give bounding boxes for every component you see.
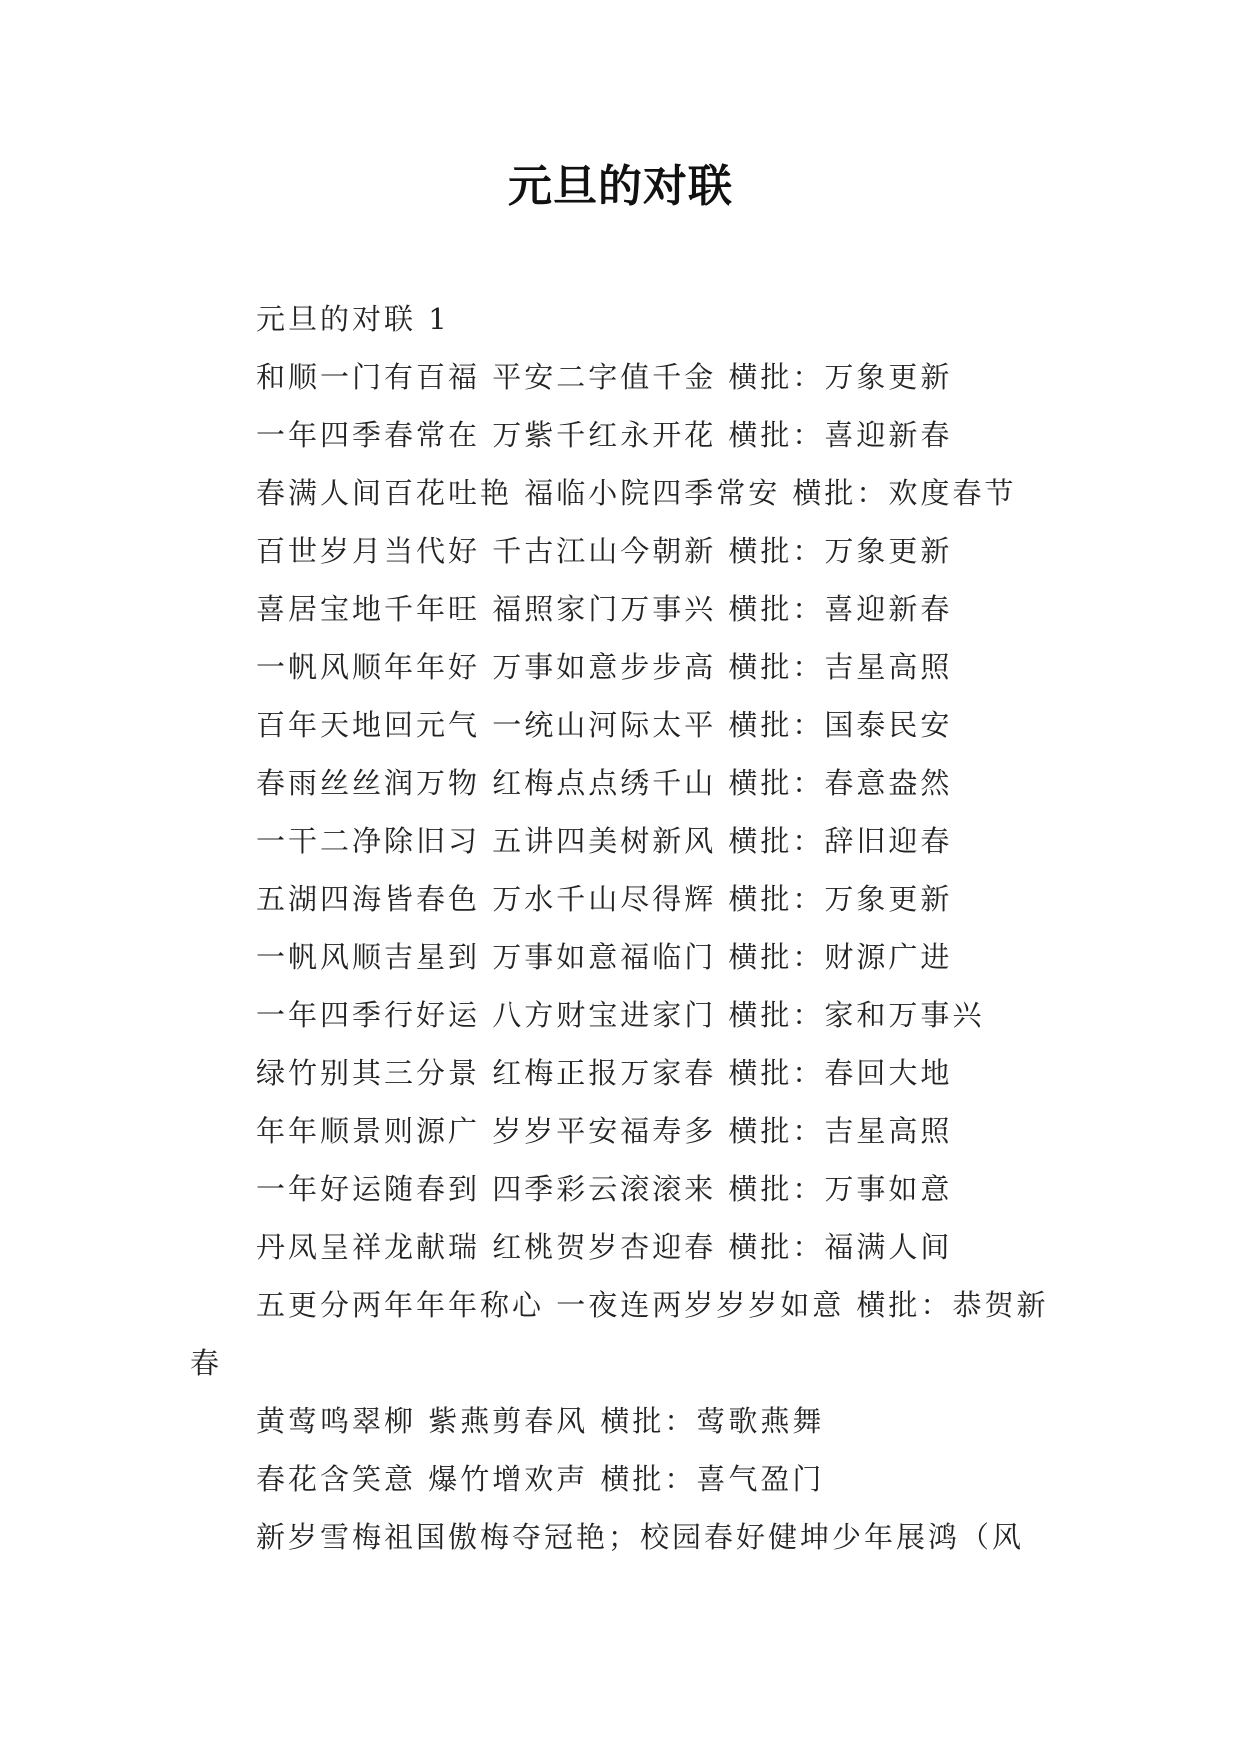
- couplet-line: 和顺一门有百福 平安二字值千金 横批：万象更新: [256, 360, 953, 394]
- couplet-line: 一帆风顺年年好 万事如意步步高 横批：吉星高照: [256, 650, 953, 684]
- couplet-line: 百年天地回元气 一统山河际太平 横批：国泰民安: [256, 708, 953, 742]
- page-title: 元旦的对联: [508, 161, 733, 212]
- couplet-line: 绿竹别其三分景 红梅正报万家春 横批：春回大地: [256, 1056, 953, 1090]
- couplet-line: 一帆风顺吉星到 万事如意福临门 横批：财源广进: [256, 940, 953, 974]
- couplet-line: 丹凤呈祥龙献瑞 红桃贺岁杏迎春 横批：福满人间: [256, 1230, 953, 1264]
- couplet-line: 一年四季春常在 万紫千红永开花 横批：喜迎新春: [256, 418, 953, 452]
- couplet-line: 五湖四海皆春色 万水千山尽得辉 横批：万象更新: [256, 882, 953, 916]
- couplet-line: 百世岁月当代好 千古江山今朝新 横批：万象更新: [256, 534, 953, 568]
- couplet-line: 黄莺鸣翠柳 紫燕剪春风 横批：莺歌燕舞: [256, 1404, 825, 1438]
- couplet-line: 春满人间百花吐艳 福临小院四季常安 横批：欢度春节: [256, 476, 1017, 510]
- couplet-line: 五更分两年年年称心 一夜连两岁岁岁如意 横批：恭贺新春: [190, 1288, 1049, 1380]
- couplet-line: 新岁雪梅祖国傲梅夺冠艳；校园春好健坤少年展鸿（风: [256, 1520, 1025, 1554]
- couplet-line: 一干二净除旧习 五讲四美树新风 横批：辞旧迎春: [256, 824, 953, 858]
- couplet-line: 春花含笑意 爆竹增欢声 横批：喜气盈门: [256, 1462, 825, 1496]
- couplet-line: 喜居宝地千年旺 福照家门万事兴 横批：喜迎新春: [256, 592, 953, 626]
- couplet-line: 春雨丝丝润万物 红梅点点绣千山 横批：春意盎然: [256, 766, 953, 800]
- couplet-line: 年年顺景则源广 岁岁平安福寿多 横批：吉星高照: [256, 1114, 953, 1148]
- section-heading: 元旦的对联 1: [256, 302, 450, 336]
- document-body: [190, 290, 1062, 1566]
- couplet-line: 一年四季行好运 八方财宝进家门 横批：家和万事兴: [256, 998, 985, 1032]
- couplet-line: 一年好运随春到 四季彩云滚滚来 横批：万事如意: [256, 1172, 953, 1206]
